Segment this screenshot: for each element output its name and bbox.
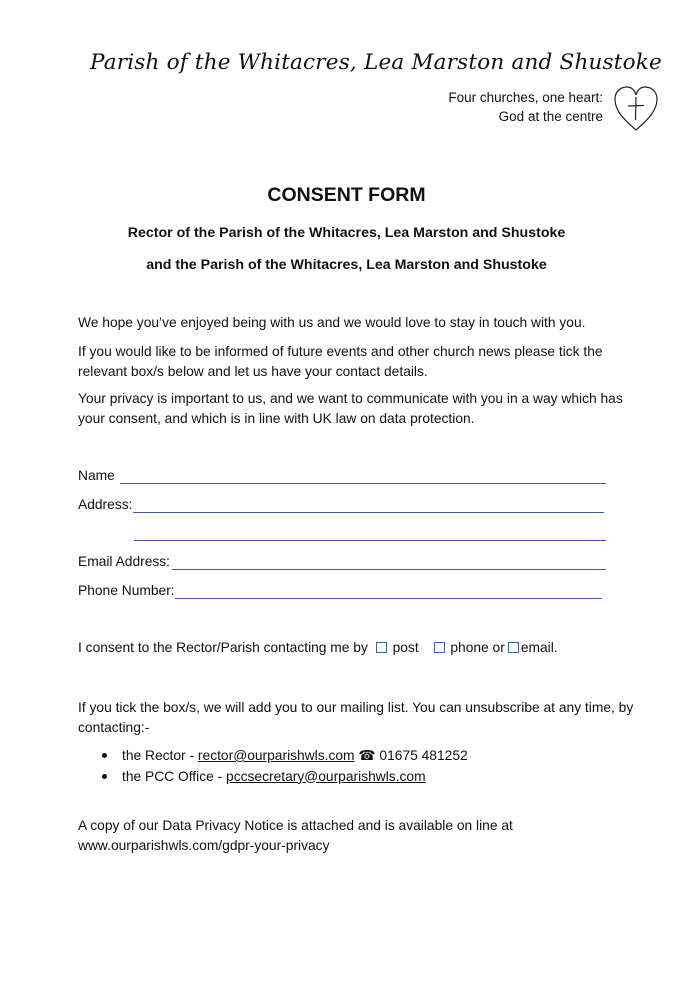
pcc-email-link[interactable]: pccsecretary@ourparishwls.com	[226, 768, 426, 784]
form-subtitle-line-1: Rector of the Parish of the Whitacres, Lea Marston and Shustoke	[127, 225, 566, 241]
privacy-notice-line-1: A copy of our Data Privacy Notice is attached and is available on line at	[78, 818, 513, 833]
phone-field[interactable]	[175, 581, 601, 597]
intro-paragraph-1: We hope you’ve enjoyed being with us and we would love to stay in touch with you.	[78, 315, 586, 330]
phone-checkbox[interactable]	[434, 642, 445, 653]
phone-label: Phone Number:	[78, 583, 175, 598]
pcc-office-label: the PCC Office -	[122, 768, 227, 784]
telephone-icon: ☎	[358, 748, 376, 763]
address-field[interactable]	[133, 495, 603, 511]
address-label: Address:	[78, 497, 133, 512]
parish-tagline	[448, 88, 603, 126]
list-item-rector	[78, 746, 468, 767]
name-field-underline	[120, 483, 606, 484]
name-field[interactable]	[120, 466, 604, 482]
rector-label: the Rector -	[122, 748, 198, 763]
address-field-underline	[133, 512, 604, 513]
mailing-list-paragraph: If you tick the box/s, we will add you to our mailing list. You can unsubscribe at any time, by contacting:-	[78, 700, 634, 735]
post-option-label: post	[392, 640, 419, 655]
email-field-underline	[172, 569, 606, 570]
contact-list	[78, 746, 468, 787]
consent-lead-text: I consent to the Rector/Parish contacting me by	[78, 640, 368, 655]
tagline-line-1: Four churches, one heart:	[448, 90, 603, 105]
email-checkbox[interactable]	[508, 642, 519, 653]
bullet-icon	[102, 774, 107, 779]
consent-statement	[78, 640, 558, 655]
heart-cross-icon	[612, 84, 660, 134]
form-subtitle-line-2: and the Parish of the Whitacres, Lea Marston and Shustoke	[146, 257, 547, 273]
privacy-notice	[78, 816, 638, 855]
address-field-line-2[interactable]	[134, 523, 604, 539]
email-label: Email Address:	[78, 554, 171, 569]
parish-name-header: Parish of the Whitacres, Lea Marston and Shustoke	[90, 50, 662, 75]
rector-email-link[interactable]: rector@ourparishwls.com	[197, 748, 355, 763]
email-field[interactable]	[172, 552, 604, 568]
intro-paragraph-2: If you would like to be informed of future events and other church news please tick the relevant box/s below and let us have your contact details.	[78, 344, 603, 379]
form-title: CONSENT FORM	[267, 184, 426, 206]
phone-option-label: phone or	[450, 640, 505, 655]
address-field-line-2-underline	[134, 540, 606, 541]
tagline-line-2: God at the centre	[498, 109, 603, 124]
bullet-icon	[102, 753, 107, 758]
name-label: Name	[78, 468, 115, 483]
post-checkbox[interactable]	[376, 642, 387, 653]
email-option-label: email.	[520, 640, 558, 655]
privacy-url: www.ourparishwls.com/gdpr-your-privacy	[78, 837, 330, 853]
intro-paragraph-3: Your privacy is important to us, and we want to communicate with you in a way which has your consent, and which is in line with UK law on data protection.	[78, 391, 623, 426]
phone-field-underline	[175, 598, 602, 599]
rector-phone-number: 01675 481252	[379, 748, 468, 763]
list-item-pcc-office	[78, 767, 468, 788]
